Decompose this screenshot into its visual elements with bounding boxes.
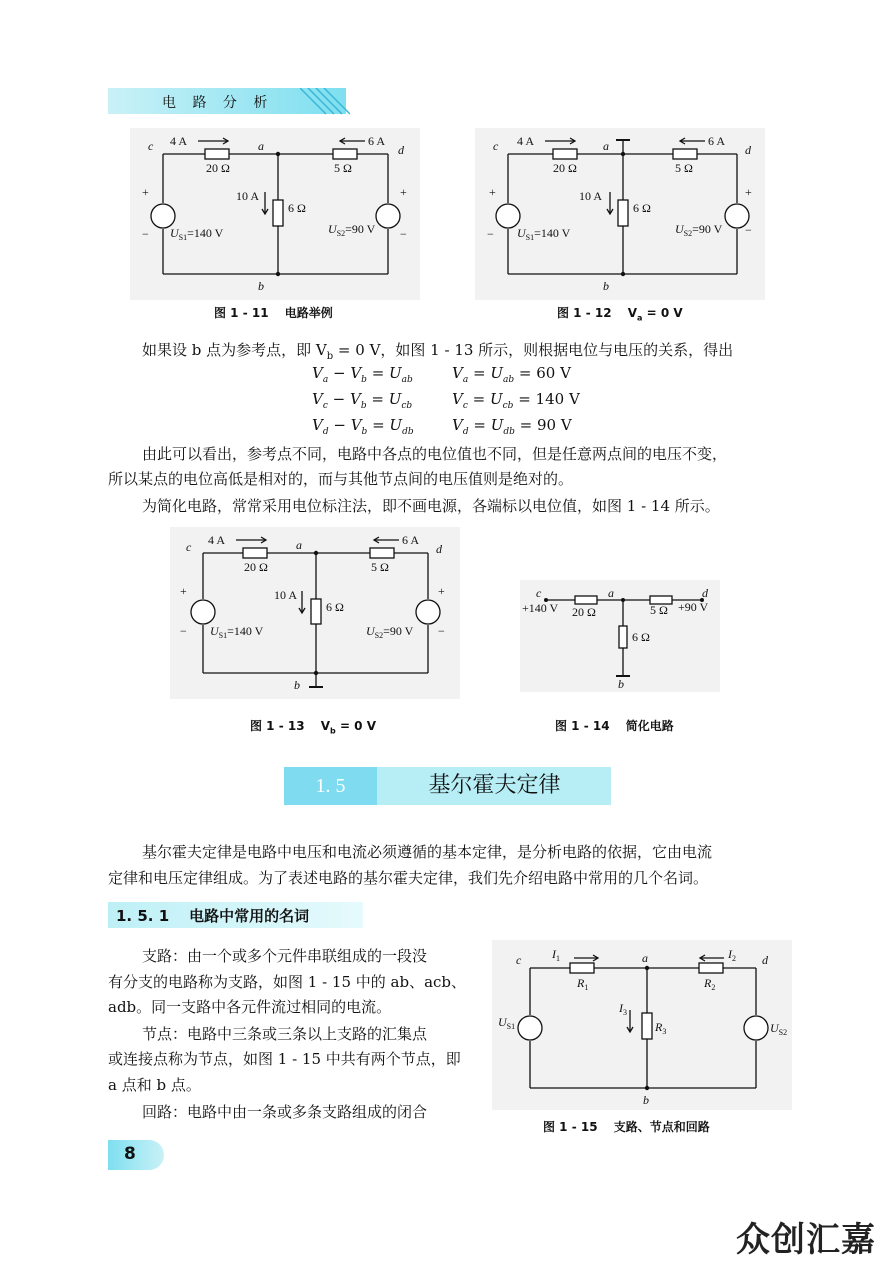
svg-text:US2=90 V: $U_{S2}=90$ V: [328, 222, 376, 238]
svg-text:−: −: [487, 227, 494, 241]
paragraph-simplify: 为简化电路，常常采用电位标注法，即不画电源，各端标以电位值，如图 1 - 14 所示。: [142, 497, 720, 515]
svg-text:6 A: 6 A: [402, 533, 420, 547]
plus-right: +: [400, 185, 407, 199]
equation-row: $V_a - V_b = U_{ab}$ $V_a = U_{ab} = 60$ V: [312, 364, 571, 385]
caption-fig-1-15: 图 1 - 15 支路、节点和回路: [543, 1120, 710, 1134]
figure-1-15: [492, 940, 792, 1110]
node-d: d: [745, 143, 751, 157]
watermark-logo: 众创汇嘉: [736, 1220, 876, 1260]
node-c: c: [493, 139, 499, 153]
current-6a: 6 A: [708, 134, 726, 148]
resistor-5-label: 5 Ω: [675, 161, 693, 175]
svg-text:US1=140 V: $U_{S1}=140$ V: [170, 226, 224, 242]
node-line3: a 点和 b 点。: [108, 1076, 201, 1094]
figure-1-12: [475, 128, 765, 300]
node-d: d: [398, 143, 404, 157]
svg-text:−: −: [438, 624, 445, 638]
svg-text:c: c: [186, 540, 192, 554]
paragraph-conclusion-line2: 所以某点的电位高低是相对的，而与其他节点间的电压值则是绝对的。: [108, 470, 574, 488]
svg-text:b: b: [294, 678, 300, 692]
svg-text:d: d: [436, 542, 442, 556]
page-number: 8: [124, 1144, 136, 1164]
branch-line3: adb。同一支路中各元件流过相同的电流。: [108, 998, 392, 1016]
resistor-6-label: 6 Ω: [633, 201, 651, 215]
svg-text:d: d: [702, 586, 708, 600]
branch-line2: 有分支的电路称为支路，如图 1 - 15 中的 ab、acb、: [108, 973, 467, 991]
node-c: c: [148, 139, 154, 153]
figure-1-11: [130, 128, 420, 300]
minus-right: −: [400, 227, 407, 241]
svg-text:+: +: [180, 584, 187, 598]
svg-text:US1=140 V: $U_{S1}=140$ V: [517, 226, 571, 242]
equation-row: $V_c - V_b = U_{cb}$ $V_c = U_{cb} = 140$ V: [312, 390, 580, 411]
minus-left: −: [142, 227, 149, 241]
svg-text:−: −: [745, 223, 752, 237]
svg-text:−: −: [180, 624, 187, 638]
svg-text:+: +: [489, 185, 496, 199]
svg-text:a: a: [296, 538, 302, 552]
current-10a: 10 A: [236, 189, 260, 203]
subsection-heading: 1. 5. 1 电路中常用的名词: [116, 907, 310, 925]
svg-text:c: c: [536, 586, 542, 600]
page-number-tab: [108, 1140, 164, 1170]
svg-text:+140 V: +140 V: [522, 601, 559, 615]
caption-fig-1-11: 图 1 - 11 电路举例: [214, 306, 333, 320]
figure-1-14: [520, 580, 720, 692]
svg-text:+: +: [438, 584, 445, 598]
caption-fig-1-13: 图 1 - 13 $V_b = 0$ V: [250, 719, 376, 736]
svg-text:6 Ω: 6 Ω: [326, 600, 344, 614]
paragraph-kirchhoff-line2: 定律和电压定律组成。为了表述电路的基尔霍夫定律，我们先介绍电路中常用的几个名词。: [108, 869, 709, 887]
resistor-20-label: 20 Ω: [553, 161, 577, 175]
node-a: a: [258, 139, 264, 153]
equation-row: $V_d - V_b = U_{db}$ $V_d = U_{db} = 90$ V: [312, 416, 572, 437]
resistor-5-label: 5 Ω: [334, 161, 352, 175]
resistor-20-label: 20 Ω: [206, 161, 230, 175]
svg-text:+90 V: +90 V: [678, 600, 709, 614]
node-line2: 或连接点称为节点，如图 1 - 15 中共有两个节点，即: [108, 1050, 461, 1068]
caption-fig-1-12: 图 1 - 12 $V_a = 0$ V: [557, 306, 683, 323]
svg-text:I1: $I_1$: [552, 947, 560, 963]
svg-text:US2=90 V: $U_{S2}=90$ V: [366, 624, 414, 640]
svg-text:5 Ω: 5 Ω: [371, 560, 389, 574]
node-b: b: [603, 279, 609, 293]
svg-text:b: b: [618, 677, 624, 691]
svg-text:I2: $I_2$: [728, 947, 736, 963]
svg-text:d: d: [762, 953, 768, 967]
equation-block: [312, 364, 580, 442]
svg-text:R3: $R_3$: [655, 1020, 667, 1036]
current-4a: 4 A: [170, 134, 188, 148]
paragraph-reference-point: 如果设 b 点为参考点，即 $V_b = 0$ V，如图 1 - 13 所示，则根据电位与电压的关系，得出: [142, 341, 734, 362]
svg-text:6 Ω: 6 Ω: [632, 630, 650, 644]
current-4a: 4 A: [517, 134, 535, 148]
svg-text:R2: $R_2$: [704, 976, 716, 992]
svg-text:R1: $R_1$: [577, 976, 589, 992]
svg-text:b: b: [643, 1093, 649, 1107]
paragraph-conclusion-line1: 由此可以看出，参考点不同，电路中各点的电位值也不同，但是任意两点间的电压不变，: [142, 445, 728, 463]
svg-text:4 A: 4 A: [208, 533, 226, 547]
svg-text:20 Ω: 20 Ω: [244, 560, 268, 574]
node-a: a: [603, 139, 609, 153]
resistor-6-label: 6 Ω: [288, 201, 306, 215]
header-title: 电 路 分 析: [162, 95, 274, 111]
branch-line1: 支路：由一个或多个元件串联组成的一段没: [142, 947, 428, 965]
svg-text:a: a: [642, 951, 648, 965]
loop-line1: 回路：电路中由一条或多条支路组成的闭合: [142, 1103, 428, 1121]
svg-text:US2=90 V: $U_{S2}=90$ V: [675, 222, 723, 238]
svg-text:c: c: [516, 953, 522, 967]
svg-text:US1=140 V: $U_{S1}=140$ V: [210, 624, 264, 640]
svg-text:a: a: [608, 586, 614, 600]
current-6a: 6 A: [368, 134, 386, 148]
section-number: 1. 5: [284, 767, 377, 805]
plus-left: +: [142, 185, 149, 199]
svg-text:US2: $U_{S2}$: [770, 1021, 788, 1037]
section-title: 基尔霍夫定律: [428, 773, 561, 798]
svg-text:20 Ω: 20 Ω: [572, 605, 596, 619]
caption-fig-1-14: 图 1 - 14 简化电路: [555, 719, 674, 733]
current-10a: 10 A: [579, 189, 603, 203]
svg-text:+: +: [745, 185, 752, 199]
node-line1: 节点：电路中三条或三条以上支路的汇集点: [142, 1025, 428, 1043]
svg-text:US1: $U_{S1}$: [498, 1015, 516, 1031]
header-stripes: [300, 88, 350, 116]
node-b: b: [258, 279, 264, 293]
svg-text:10 A: 10 A: [274, 588, 298, 602]
svg-text:I3: $I_3$: [619, 1001, 627, 1017]
figure-1-13: [170, 527, 460, 699]
svg-text:5 Ω: 5 Ω: [650, 603, 668, 617]
paragraph-kirchhoff-line1: 基尔霍夫定律是电路中电压和电流必须遵循的基本定律，是分析电路的依据，它由电流: [142, 843, 713, 861]
